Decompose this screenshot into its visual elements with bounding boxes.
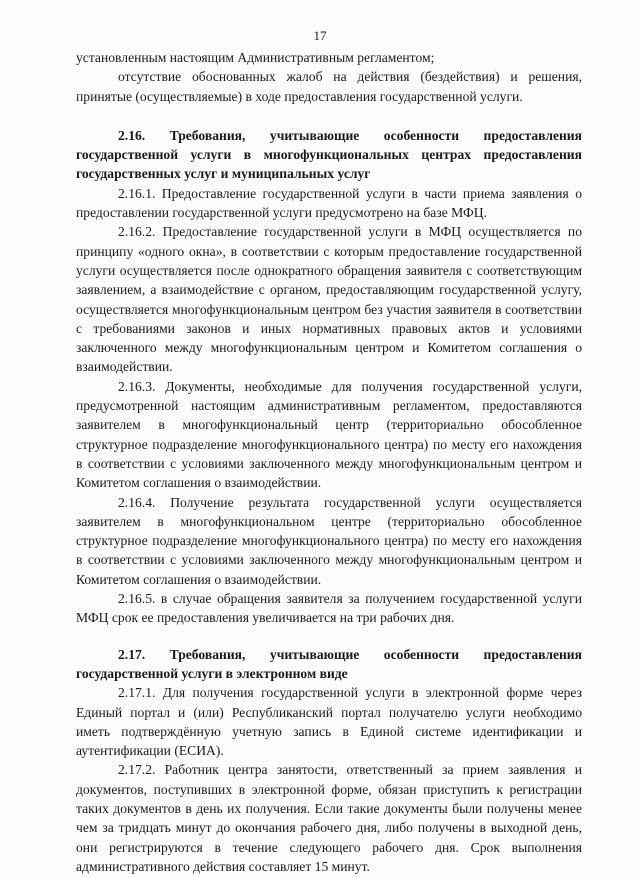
page-number: 17 [313, 28, 327, 43]
intro-paragraph: отсутствие обоснованных жалоб на действия (бездействия) и решения, принятые (осуществляемые) в ходе предоставления государственной услуги. [76, 69, 582, 104]
intro-line: установленным настоящим Административным регламентом; [76, 50, 435, 65]
paragraph-2-16-2: 2.16.2. Предоставление государственной услуги в МФЦ осуществляется по принципу «одного окна», в соответствии с которым предоставление государственной услуги осуществляется после однократного обращения заявителя с соответствующим заявлением, а взаимодействие с органом, предоставляющим государственной услугу, осуществляется многофункциональным центром без участия заявителя в соответствии с требованиями законов и иных нормативных правовых актов и условиями заключенного между многофункциональным центром и Комитетом соглашения о взаимодействии. [76, 224, 582, 375]
section-heading-2-16: 2.16. Требования, учитывающие особенности предоставления государственной услуги в многофункциональных центрах предоставления государственных услуг и муниципальных услуг [76, 127, 582, 182]
paragraph-2-16-5: 2.16.5. в случае обращения заявителя за получением государственной услуги МФЦ срок ее предоставления увеличивается на три рабочих дня. [76, 591, 582, 626]
paragraph-2-16-3: 2.16.3. Документы, необходимые для получения государственной услуги, предусмотренной настоящим административным регламентом, предоставляются заявителем в многофункциональный центр (территориально обособленное структурное подразделение многофункционального центра) по месту его нахождения в соответствии с условиями заключенного между многофункциональным центром и Комитетом соглашения о взаимодействии. [76, 378, 582, 491]
paragraph-2-17-1: 2.17.1. Для получения государственной услуги в электронной форме через Единый портал и (или) Республиканский портал получателю услуги необходимо иметь подтверждённую учетную запись в Единой системе идентификации и аутентификации (ЕСИА). [76, 685, 582, 759]
document-body [76, 48, 582, 876]
section-spacer [76, 628, 582, 645]
section-spacer [76, 106, 582, 126]
paragraph-2-16-4: 2.16.4. Получение результата государственной услуги осуществляется заявителем в многофункциональном центре (территориально обособленное структурное подразделение многофункционального центра) по месту его нахождения в соответствии с условиями заключенного между многофункциональным центром и Комитетом соглашения о взаимодействии. [76, 494, 582, 587]
section-heading-2-17: 2.17. Требования, учитывающие особенности предоставления государственной услуги в электронном виде [76, 646, 582, 681]
paragraph-2-17-2: 2.17.2. Работник центра занятости, ответственный за прием заявления и документов, поступивших в электронной форме, обязан приступить к регистрации таких документов в день их получения. Если такие документы были получены менее чем за тридцать минут до окончания рабочего дня, либо получены в выходной день, они регистрируются в течение следующего рабочего дня. Срок выполнения административного действия составляет 15 минут. [76, 762, 582, 874]
paragraph-2-16-1: 2.16.1. Предоставление государственной услуги в части приема заявления о предоставлении государственной услуги предусмотрено на базе МФЦ. [76, 185, 582, 221]
